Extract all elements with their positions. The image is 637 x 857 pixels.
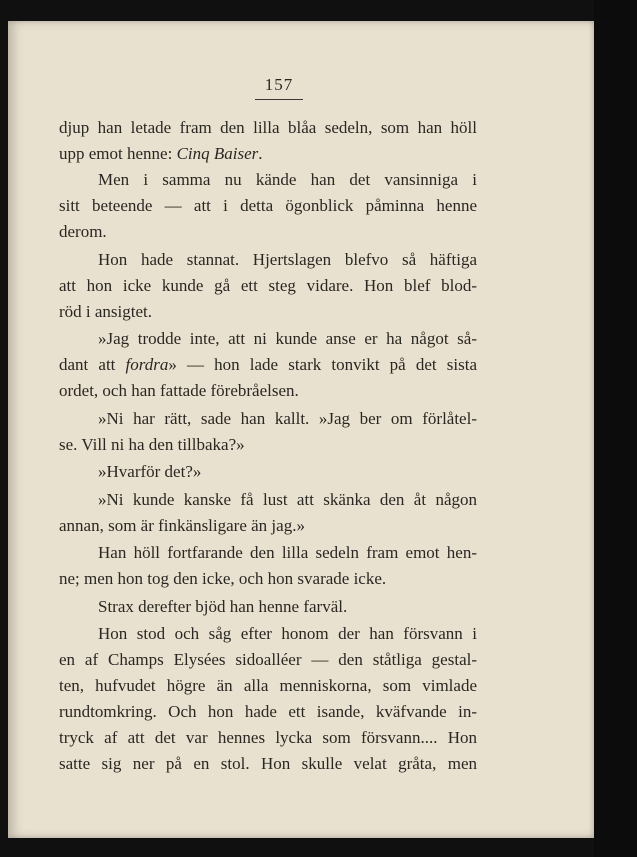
text-line: tryck af att det var hennes lycka som försvann.... Hon	[59, 728, 477, 747]
text-line: sitt beteende — att i detta ögonblick påminna henne	[59, 196, 477, 215]
text-line: ordet, och han fattade förebråelsen.	[59, 381, 299, 400]
text-line: dant att fordra» — hon lade stark tonvikt på det sista	[59, 355, 477, 374]
body-text	[59, 115, 477, 777]
page-number: 157	[264, 75, 294, 94]
text-line: upp emot henne: Cinq Baiser.	[59, 144, 263, 163]
text-line: Han höll fortfarande den lilla sedeln fram emot hen-	[98, 543, 477, 562]
text-line: satte sig ner på en stol. Hon skulle velat gråta, men	[59, 754, 477, 773]
text-line: ne; men hon tog den icke, och hon svarade icke.	[59, 569, 387, 588]
text-line: att hon icke kunde gå ett steg vidare. Hon blef blod-	[59, 275, 477, 295]
text-line: »Hvarför det?»	[98, 462, 202, 481]
text-line: ten, hufvudet högre än alla menniskorna, som vimlade	[59, 676, 477, 695]
text-line: Strax derefter bjöd han henne farväl.	[98, 596, 348, 616]
text-line: rundtomkring. Och hon hade ett isande, kväfvande in-	[59, 702, 477, 721]
text-line: röd i ansigtet.	[59, 301, 153, 321]
text-line: Men i samma nu kände han det vansinniga i	[98, 170, 477, 189]
text-line: se. Vill ni ha den tillbaka?»	[59, 434, 245, 454]
text-line: Hon stod och såg efter honom der han försvann i	[98, 624, 477, 643]
scan-border	[594, 0, 637, 857]
text-line: »Ni kunde kanske få lust att skänka den åt någon	[98, 489, 477, 509]
text-line: djup han letade fram den lilla blåa sedeln, som han höll	[59, 118, 477, 137]
italic-word: fordra	[125, 355, 169, 374]
italic-title: Cinq Baiser	[176, 144, 259, 163]
text-line: Hon hade stannat. Hjertslagen blefvo så häftiga	[98, 249, 477, 269]
page-number-rule	[255, 99, 303, 100]
text-line: en af Champs Elysées sidoalléer — den ståtliga gestal-	[59, 650, 477, 669]
text-line: »Ni har rätt, sade han kallt. »Jag ber om förlåtel-	[98, 408, 477, 428]
paper-page	[8, 21, 594, 838]
text-line: »Jag trodde inte, att ni kunde anse er ha något så-	[98, 329, 477, 348]
text-line: annan, som är finkänsligare än jag.»	[59, 515, 305, 535]
text-line: derom.	[59, 222, 107, 241]
